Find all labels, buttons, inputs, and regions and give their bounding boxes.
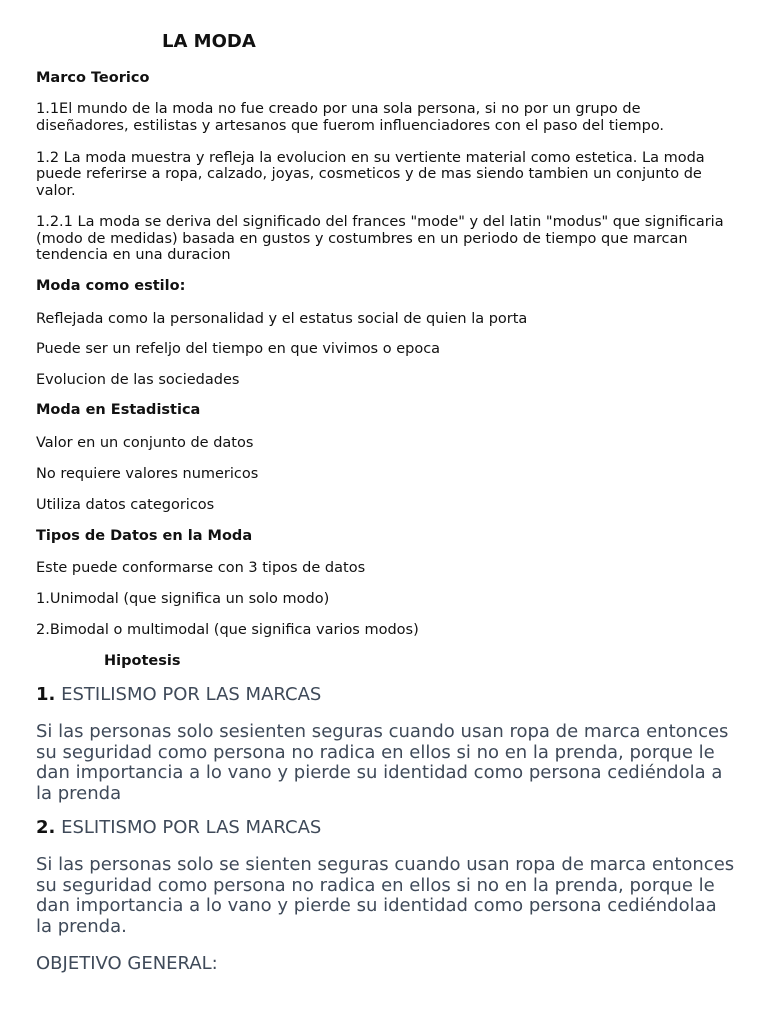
paragraph-1-2-1-line-3: tendencia en una duracion [36, 247, 231, 263]
list-item: 1.Unimodal (que significa un solo modo) [36, 591, 330, 607]
section-heading-moda-como-estilo: Moda como estilo: [36, 278, 186, 294]
list-item: Valor en un conjunto de datos [36, 435, 254, 451]
hypothesis-1-title: ESTILISMO POR LAS MARCAS [61, 684, 322, 705]
page-title: LA MODA [162, 31, 256, 52]
hypothesis-2-number: 2. [36, 817, 56, 838]
list-item: Puede ser un refeljo del tiempo en que vivimos o epoca [36, 341, 441, 357]
list-item: Evolucion de las sociedades [36, 372, 240, 388]
hypothesis-1-body-line-3: dan importancia a lo vano y pierde su identidad como persona cediéndola a [36, 762, 723, 783]
hypothesis-1-body-line-1: Si las personas solo sesienten seguras cuando usan ropa de marca entonces [36, 721, 729, 742]
section-heading-hipotesis: Hipotesis [104, 653, 181, 669]
hypothesis-1-body-line-4: la prenda [36, 783, 122, 804]
hypothesis-2-body-line-1: Si las personas solo se sienten seguras cuando usan ropa de marca entonces [36, 854, 735, 875]
section-heading-moda-en-estadistica: Moda en Estadistica [36, 402, 201, 418]
paragraph-1-1-line-1: 1.1El mundo de la moda no fue creado por una sola persona, si no por un grupo de [36, 101, 641, 117]
list-item: Utiliza datos categoricos [36, 497, 215, 513]
hypothesis-1-heading [36, 684, 321, 706]
hypothesis-1-body-line-2: su seguridad como persona no radica en ellos si no en la prenda, porque le [36, 742, 715, 763]
paragraph-1-2-1-line-1: 1.2.1 La moda se deriva del significado del frances "mode" y del latin "modus" que significaria [36, 214, 724, 230]
paragraph-1-2-line-1: 1.2 La moda muestra y refleja la evolucion en su vertiente material como estetica. La moda [36, 150, 705, 166]
list-item: 2.Bimodal o multimodal (que significa varios modos) [36, 622, 419, 638]
paragraph-1-2-1-line-2: (modo de medidas) basada en gustos y costumbres en un periodo de tiempo que marcan [36, 231, 688, 247]
section-heading-tipos-de-datos: Tipos de Datos en la Moda [36, 528, 253, 544]
paragraph-1-2-line-2: puede referirse a ropa, calzado, joyas, cosmeticos y de mas siendo tambien un conjunto de [36, 166, 702, 182]
list-item: Reflejada como la personalidad y el estatus social de quien la porta [36, 311, 528, 327]
hypothesis-2-title: ESLITISMO POR LAS MARCAS [61, 817, 322, 838]
section-heading-marco-teorico: Marco Teorico [36, 70, 150, 86]
list-item: No requiere valores numericos [36, 466, 259, 482]
objetivo-general-heading: OBJETIVO GENERAL: [36, 953, 218, 974]
hypothesis-2-body-line-3: dan importancia a lo vano y pierde su identidad como persona cediéndolaa [36, 895, 717, 916]
hypothesis-2-body-line-2: su seguridad como persona no radica en ellos si no en la prenda, porque le [36, 875, 715, 896]
paragraph-1-1-line-2: diseñadores, estilistas y artesanos que fuerom influenciadores con el paso del tiempo. [36, 118, 665, 134]
hypothesis-2-body-line-4: la prenda. [36, 916, 127, 937]
list-item: Este puede conformarse con 3 tipos de datos [36, 560, 366, 576]
paragraph-1-2-line-3: valor. [36, 183, 76, 199]
hypothesis-1-number: 1. [36, 684, 56, 705]
hypothesis-2-heading [36, 817, 321, 839]
